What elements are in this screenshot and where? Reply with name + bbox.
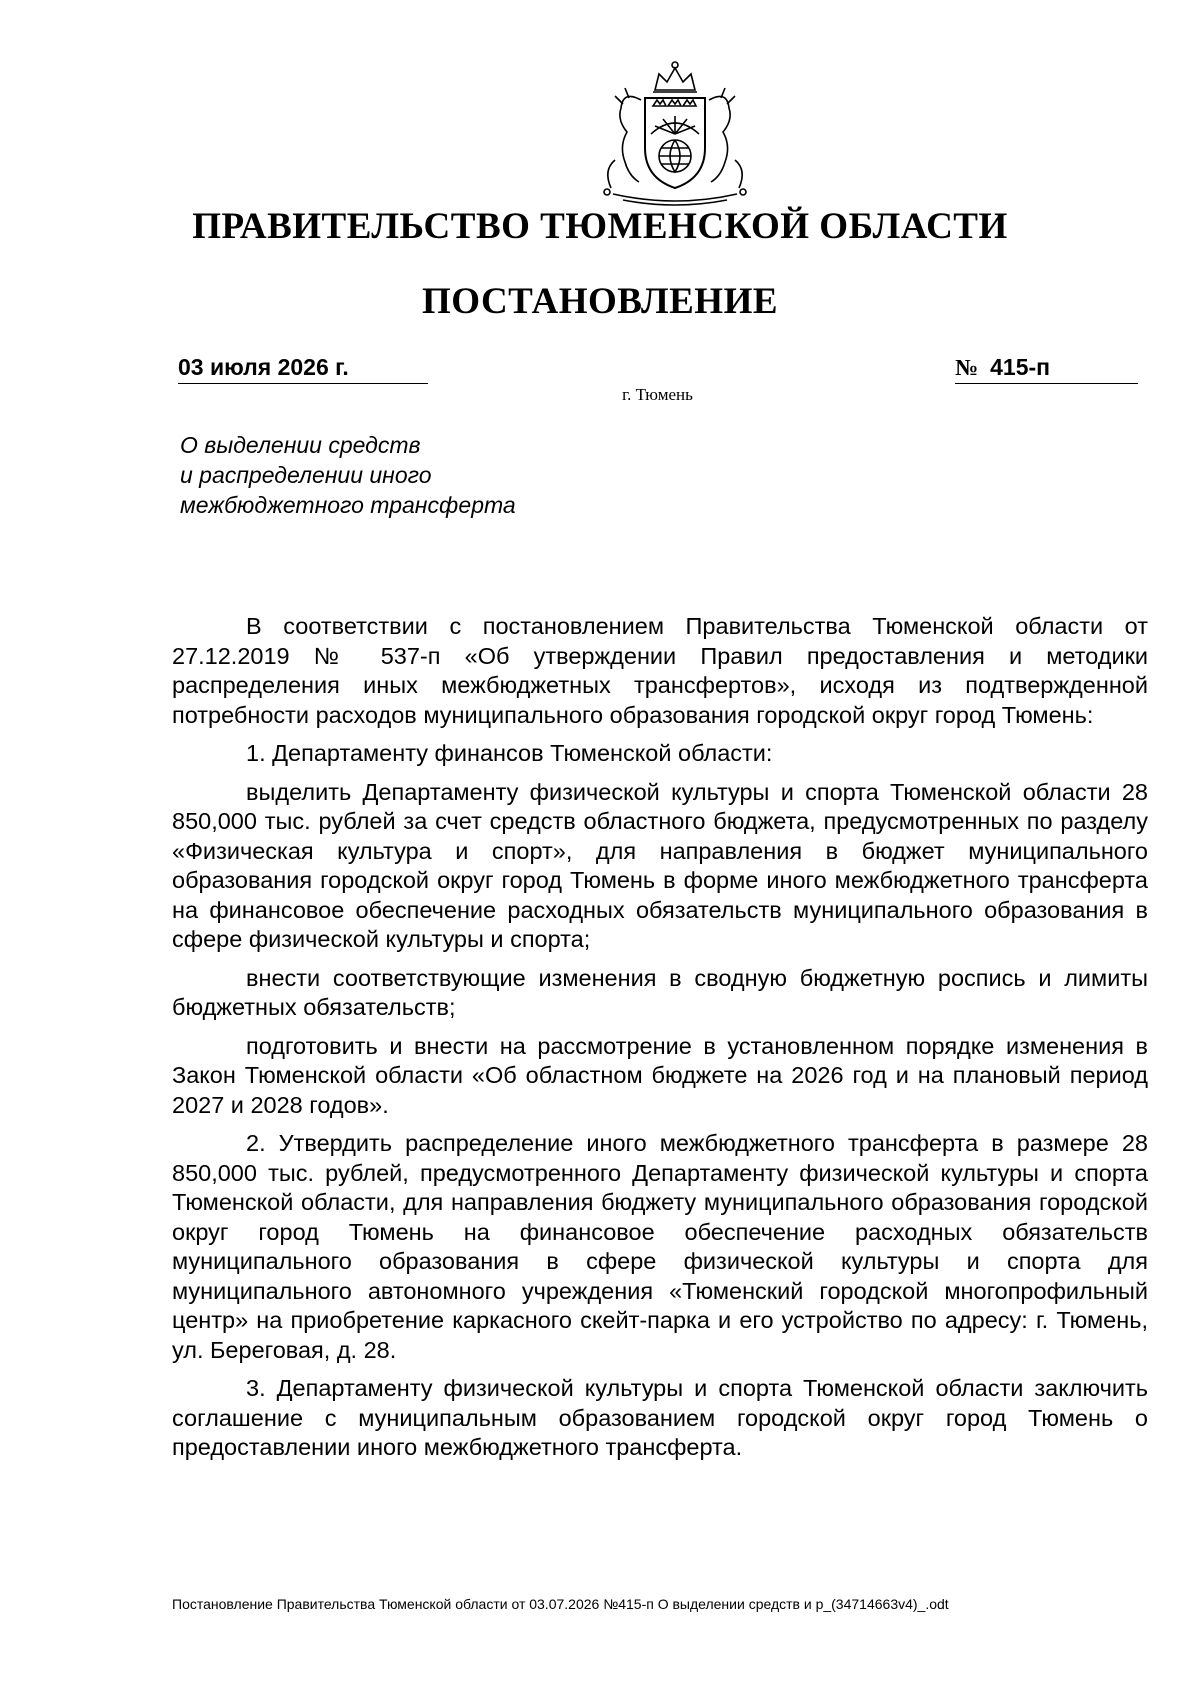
document-date: 03 июля 2026 г. — [178, 354, 428, 384]
document-subject — [180, 430, 680, 520]
page-footer: Постановление Правительства Тюменской области от 03.07.2026 №415-п О выделении средств и р_(34714663v4)_.odt — [172, 1596, 949, 1612]
body-paragraph: 2. Утвердить распределение иного межбюджетного трансферта в размере 28 850,000 тыс. рублей, предусмотренного Департаменту физической культуры и спорта Тюменской области, для направления бюджету муниципального образования городской округ город Тюмень на финансовое обеспечение расходных обязательств муниципального образования в сфере физической культуры и спорта для муниципального автономного учреждения «Тюменский городской многопрофильный центр» на приобретение каркасного скейт-парка и его устройство по адресу: г. Тюмень, ул. Береговая, д. 28. — [172, 1130, 1148, 1363]
body-paragraph: выделить Департаменту физической культуры и спорта Тюменской области 28 850,000 тыс. рублей за счет средств областного бюджета, предусмотренных по разделу «Физическая культура и спорт», для направления в бюджет муниципального образования городской округ город Тюмень в форме иного межбюджетного трансферта на финансовое обеспечение расходных обязательств муниципального образования в сфере физической культуры и спорта; — [172, 778, 1148, 952]
document-body — [172, 612, 1148, 1472]
document-city: г. Тюмень — [622, 385, 693, 404]
organization-title: ПРАВИТЕЛЬСТВО ТЮМЕНСКОЙ ОБЛАСТИ — [192, 206, 1008, 247]
document-number: 415-п — [990, 354, 1051, 380]
number-sign: № — [955, 355, 979, 380]
body-paragraph: подготовить и внести на рассмотрение в установленном порядке изменения в Закон Тюменской области «Об областном бюджете на 2026 год и на плановый период 2027 и 2028 годов». — [172, 1032, 1148, 1118]
subject-line: межбюджетного трансферта — [180, 492, 516, 518]
body-paragraph: В соответствии с постановлением Правительства Тюменской области от 27.12.2019 № 537-п «Об утверждении Правил предоставления и методики распределения иных межбюджетных трансфертов», исходя из подтвержденной потребности расходов муниципального образования городской округ город Тюмень: — [172, 613, 1148, 728]
subject-line: О выделении средств — [180, 432, 421, 458]
document-type-title: ПОСТАНОВЛЕНИЕ — [421, 281, 779, 322]
coat-of-arms-icon — [593, 60, 758, 210]
subject-line: и распределении иного — [180, 462, 432, 488]
body-paragraph: 3. Департаменту физической культуры и спорта Тюменской области заключить соглашение с муниципальным образованием городской округ город Тюмень о предоставлении иного межбюджетного трансферта. — [172, 1375, 1148, 1460]
body-paragraph: 1. Департаменту финансов Тюменской области: — [246, 740, 773, 766]
document-number-field — [955, 354, 1138, 384]
body-paragraph: внести соответствующие изменения в сводную бюджетную роспись и лимиты бюджетных обязательств; — [172, 964, 1148, 1020]
